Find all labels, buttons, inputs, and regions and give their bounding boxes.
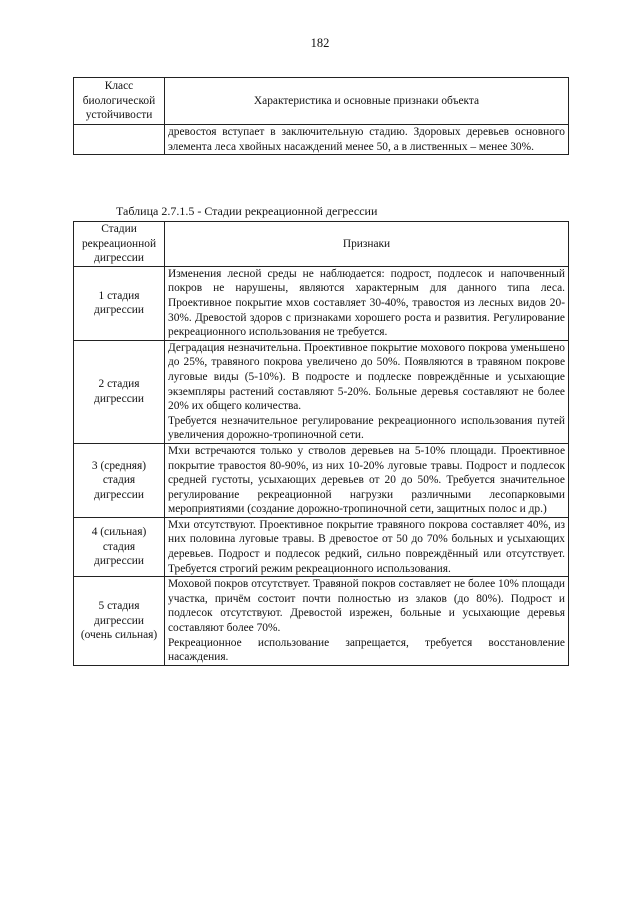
characteristics-cell bbox=[165, 125, 569, 155]
stage-cell: 3 (средняя) стадия дигрессии bbox=[74, 443, 165, 517]
signs-cell bbox=[165, 577, 569, 666]
table-header-row bbox=[74, 78, 569, 125]
stage-cell: 5 стадия дигрессии (очень сильная) bbox=[74, 577, 165, 666]
header-characteristics: Характеристика и основные признаки объекта bbox=[165, 78, 569, 125]
table-row bbox=[74, 266, 569, 340]
signs-text: Изменения лесной среды не наблюдается: подрост, подлесок и напочвенный покров не нарушены, являются характерным для данного типа леса. Проективное покрытие мхов составляет 30-40%, травостоя из лесных видов 20-30%. Древостой здоров с признаками хорошего роста и развития. Регулирование рекреационного использования не требуется. bbox=[168, 267, 565, 339]
biological-stability-table bbox=[73, 77, 569, 155]
table-caption: Таблица 2.7.1.5 - Стадии рекреационной дегрессии bbox=[116, 204, 378, 218]
table-row bbox=[74, 517, 569, 576]
signs-text-extra: Рекреационное использование запрещается, требуется восстановление насаждения. bbox=[168, 636, 565, 664]
signs-text: Моховой покров отсутствует. Травяной покров составляет не более 10% площади участка, причём состоит почти полностью из злаков (до 80%). Подрост и подлесок отсутствуют. Древостой изрежен, больные и усыхающие деревья составляют более 70%. bbox=[168, 578, 565, 635]
header-digression-stage: Стадии рекреационной дигрессии bbox=[74, 222, 165, 267]
table-row bbox=[74, 577, 569, 666]
signs-text: Мхи встречаются только у стволов деревьев на 5-10% площади. Проективное покрытие травостоя 80-90%, из них 10-20% луговые травы. Подрост и подлесок средней густоты, усыхающих деревьев от 20 до 50%. Требуется значительное регулирование рекреационной нагрузки различными лесопарковыми мероприятиями (создание дорожно-тропиночной сети, защитных полос и др.) bbox=[168, 444, 565, 516]
header-stability-class: Класс биологической устойчивости bbox=[74, 78, 165, 125]
table-row bbox=[74, 340, 569, 443]
stage-cell: 4 (сильная) стадия дигрессии bbox=[74, 517, 165, 576]
signs-cell bbox=[165, 443, 569, 517]
table-row bbox=[74, 125, 569, 155]
signs-cell bbox=[165, 340, 569, 443]
recreational-digression-table bbox=[73, 221, 569, 666]
stage-cell: 1 стадия дигрессии bbox=[74, 266, 165, 340]
signs-text: Мхи отсутствуют. Проективное покрытие травяного покрова составляет 40%, из них половина луговые травы. В древостое от 50 до 70% больных и усыхающих деревьев. Подрост и подлесок редкий, сильно повреждённый или отсутствует. Требуется строгий режим рекреационного использования. bbox=[168, 518, 565, 575]
signs-text-extra: Требуется незначительное регулирование рекреационного использования путей увеличения дорожно-тропиночной сети. bbox=[168, 414, 565, 442]
header-signs: Признаки bbox=[165, 222, 569, 267]
signs-cell bbox=[165, 266, 569, 340]
characteristics-text: древостоя вступает в заключительную стадию. Здоровых деревьев основного элемента леса хвойных насаждений менее 50, а в лиственных – менее 30%. bbox=[168, 126, 565, 153]
signs-text: Деградация незначительна. Проективное покрытие мохового покрова уменьшено до 25%, травяного покрова увеличено до 50%. Появляются в травяном покрове луговые виды (5-10%). В подросте и подлеске повреждённые и усыхающие экземпляры растений составляют 5-20%. Больные деревья составляют не более 20% их общего количества. bbox=[168, 341, 565, 413]
signs-cell bbox=[165, 517, 569, 576]
table-row bbox=[74, 443, 569, 517]
table-header-row bbox=[74, 222, 569, 267]
stage-cell: 2 стадия дигрессии bbox=[74, 340, 165, 443]
page-number: 182 bbox=[310, 36, 330, 50]
stability-class-cell bbox=[74, 125, 165, 155]
